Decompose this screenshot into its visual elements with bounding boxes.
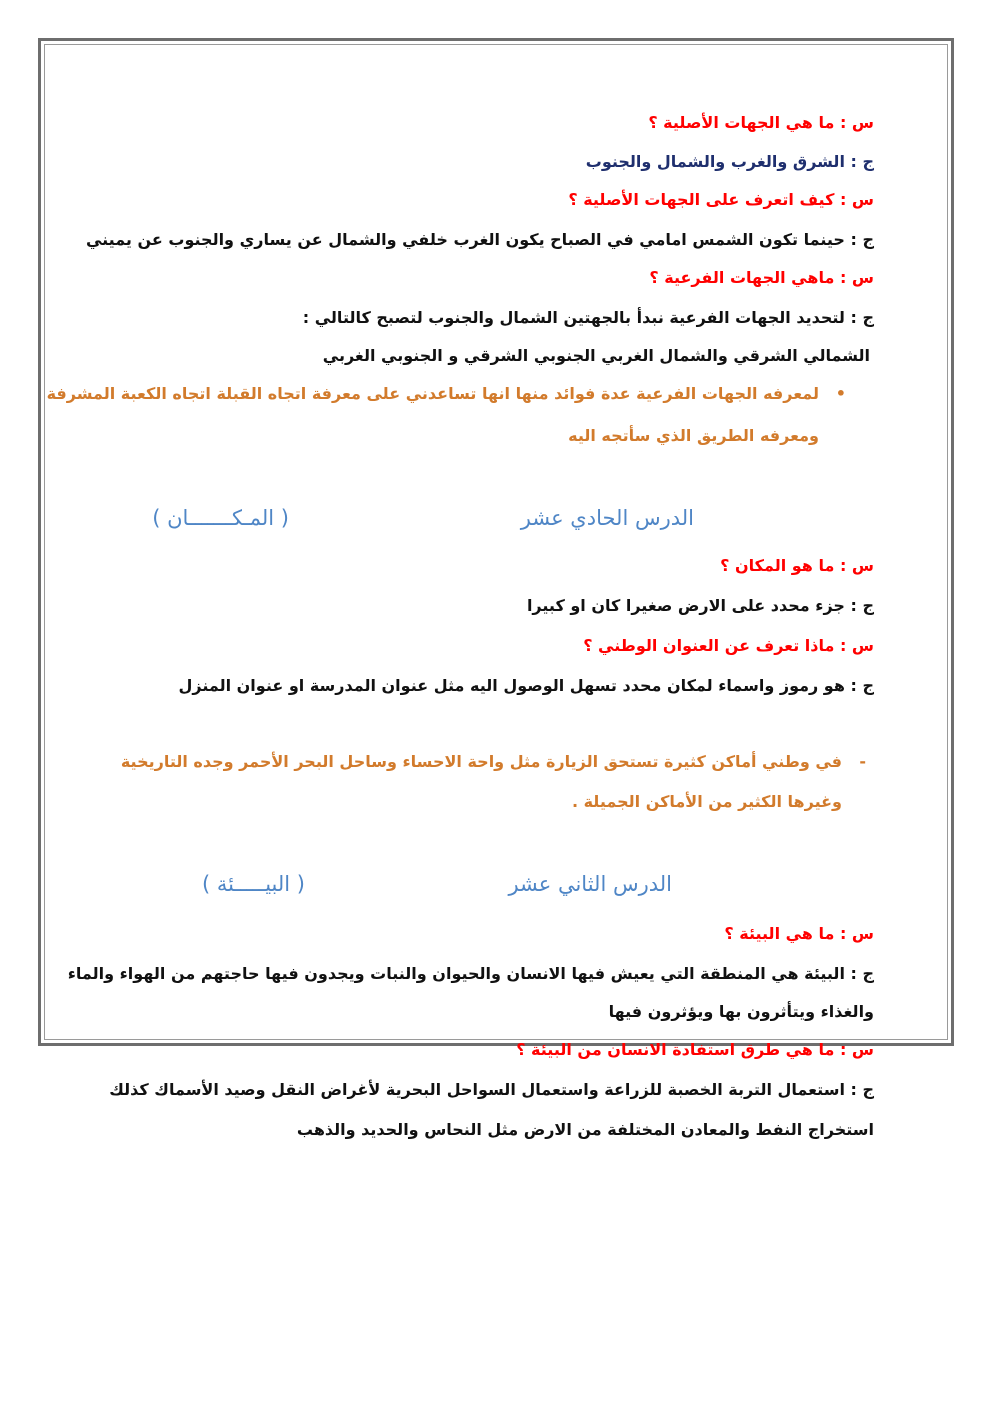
note-places-line1: في وطني أماكن كثيرة تستحق الزيارة مثل واحة الاحساء وساحل البحر الأحمر وجده التاريخية xyxy=(120,752,842,771)
answer-national-address: ج : هو رموز واسماء لمكان محدد تسهل الوصول اليه مثل عنوان المدرسة او عنوان المنزل xyxy=(178,676,874,695)
answer-sub-directions: ج : لتحديد الجهات الفرعية نبدأ بالجهتين الشمال والجنوب لتصبح كالتالي : xyxy=(302,308,874,327)
lesson-12-title: الدرس الثاني عشر xyxy=(508,872,672,896)
question-national-address: س : ماذا تعرف عن العنوان الوطني ؟ xyxy=(583,636,874,655)
question-environment: س : ما هي البيئة ؟ xyxy=(724,924,874,943)
sub-directions-list: الشمالي الشرقي والشمال الغربي الجنوبي الشرقي و الجنوبي الغربي xyxy=(322,346,870,365)
answer-main-directions: ج : الشرق والغرب والشمال والجنوب xyxy=(585,152,874,171)
answer-identify-directions: ج : حينما تكون الشمس امامي في الصباح يكون الغرب خلفي والشمال عن يساري والجنوب عن يميني xyxy=(85,230,874,249)
answer-environment-benefit-line2: استخراج النفط والمعادن المختلفة من الارض مثل النحاس والحديد والذهب xyxy=(296,1120,874,1139)
question-environment-benefit: س : ما هي طرق استفادة الانسان من البيئة ؟ xyxy=(516,1040,874,1059)
question-sub-directions: س : ماهي الجهات الفرعية ؟ xyxy=(649,268,874,287)
note-sub-directions-line2: ومعرفه الطريق الذي سأتجه اليه xyxy=(568,426,819,445)
question-place: س : ما هو المكان ؟ xyxy=(720,556,874,575)
question-identify-directions: س : كيف اتعرف على الجهات الأصلية ؟ xyxy=(568,190,874,209)
answer-place: ج : جزء محدد على الارض صغيرا كان او كبيرا xyxy=(526,596,874,615)
note-bullet: • xyxy=(835,384,846,403)
lesson-12-topic: ( البيـــــئة ) xyxy=(201,872,305,896)
note-places-line2: وغيرها الكثير من الأماكن الجميلة . xyxy=(571,792,842,811)
answer-environment-benefit-line1: ج : استعمال التربة الخصبة للزراعة واستعمال السواحل البحرية لأغراض النقل وصيد الأسماك كذلك xyxy=(109,1080,874,1099)
note-dash: - xyxy=(859,752,866,771)
question-main-directions: س : ما هي الجهات الأصلية ؟ xyxy=(648,113,874,132)
answer-environment-line2: والغذاء ويتأثرون بها ويؤثرون فيها xyxy=(608,1002,874,1021)
note-sub-directions-line1: لمعرفه الجهات الفرعية عدة فوائد منها انها تساعدني على معرفة اتجاه القبلة اتجاه الكعبة المشرفة xyxy=(46,384,819,403)
answer-environment-line1: ج : البيئة هي المنطقة التي يعيش فيها الانسان والحيوان والنبات ويجدون فيها حاجتهم من الهواء والماء xyxy=(67,964,874,983)
lesson-11-topic: ( المـكـــــــان ) xyxy=(152,506,289,530)
lesson-11-title: الدرس الحادي عشر xyxy=(520,506,694,530)
